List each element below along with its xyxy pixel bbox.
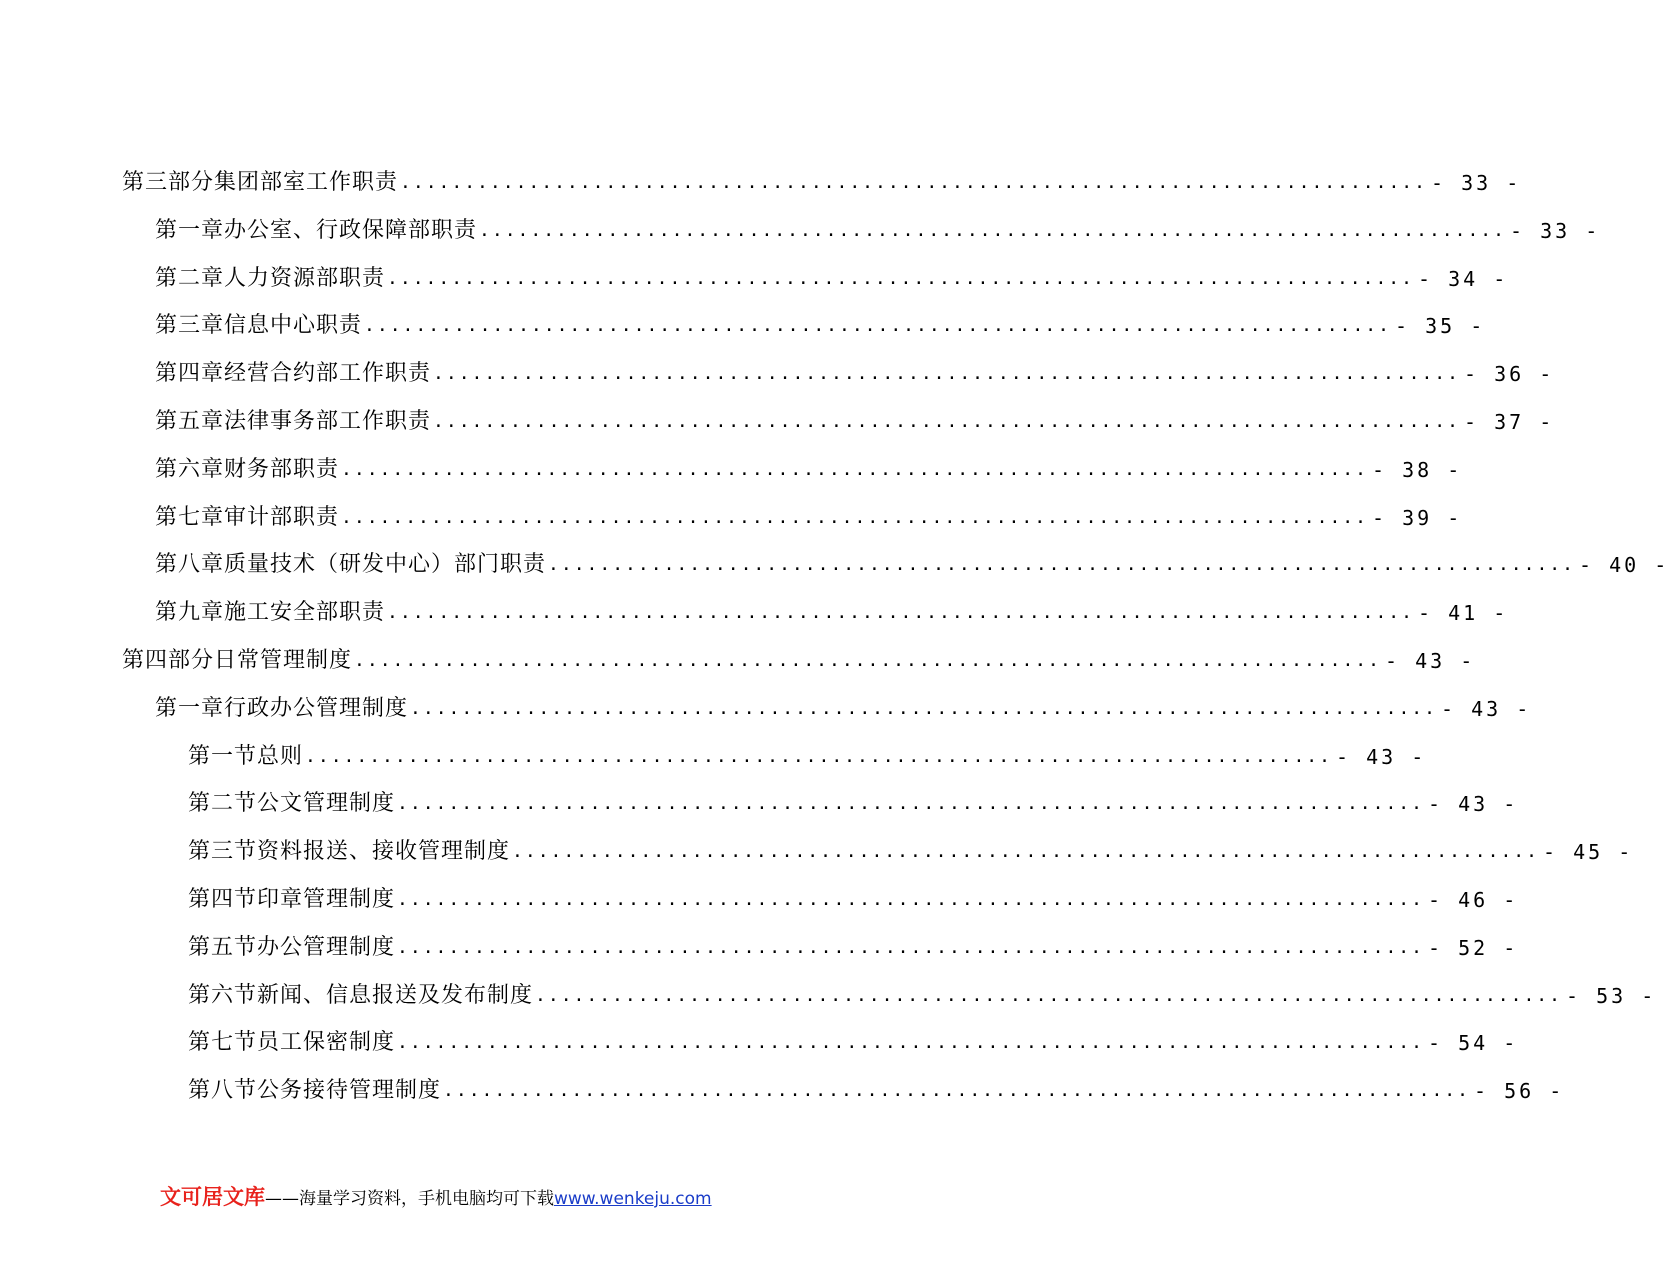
- toc-dot-leader: ................................................................................: [410, 698, 1437, 719]
- toc-dot-leader: ................................................................................: [535, 985, 1562, 1006]
- toc-dot-leader: ................................................................................: [341, 507, 1368, 528]
- toc-entry-title: 印章管理制度: [257, 887, 396, 912]
- toc-page-number: - 33 -: [1430, 171, 1522, 195]
- toc-dot-leader: ................................................................................: [433, 363, 1460, 384]
- toc-dot-leader: ................................................................................: [397, 1032, 1424, 1053]
- footer-slogan: 海量学习资料，手机电脑均可下载: [299, 1189, 554, 1209]
- toc-chapter-entry[interactable]: [155, 402, 1555, 442]
- toc-entry-title: 新闻、信息报送及发布制度: [257, 983, 534, 1008]
- toc-page-number: - 43 -: [1335, 745, 1427, 769]
- toc-entry-label: 第二章: [155, 266, 225, 291]
- footer-banner: [160, 1181, 712, 1213]
- toc-entry-label: 第七章: [155, 505, 225, 530]
- toc-entry-label: 第四章: [155, 361, 225, 386]
- toc-entry-title: 行政办公管理制度: [224, 696, 409, 721]
- toc-dot-leader: ................................................................................: [364, 315, 1391, 336]
- toc-page-number: - 43 -: [1384, 649, 1476, 673]
- toc-page-number: - 35 -: [1394, 314, 1486, 338]
- toc-dot-leader: ................................................................................: [512, 841, 1539, 862]
- toc-page-number: - 33 -: [1509, 219, 1601, 243]
- toc-chapter-entry[interactable]: [155, 498, 1463, 538]
- toc-dot-leader: ................................................................................: [354, 650, 1381, 671]
- toc-page-number: - 39 -: [1371, 506, 1463, 530]
- toc-entry-label: 第二节: [188, 791, 258, 816]
- toc-entry-title: 日常管理制度: [214, 648, 353, 673]
- toc-entry-title: 公文管理制度: [257, 791, 396, 816]
- toc-entry-title: 人力资源部职责: [224, 266, 386, 291]
- toc-page-number: - 53 -: [1565, 984, 1657, 1008]
- toc-entry-label: 第三部分: [122, 170, 215, 195]
- toc-entry-title: 信息中心职责: [224, 313, 363, 338]
- toc-section-entry[interactable]: [188, 976, 1657, 1016]
- toc-entry-label: 第六节: [188, 983, 258, 1008]
- toc-entry-title: 经营合约部工作职责: [224, 361, 432, 386]
- toc-chapter-entry[interactable]: [155, 306, 1486, 346]
- toc-part-entry[interactable]: [122, 163, 1522, 203]
- toc-section-entry[interactable]: [188, 832, 1634, 872]
- toc-dot-leader: ................................................................................: [443, 1080, 1470, 1101]
- toc-entry-label: 第三章: [155, 313, 225, 338]
- toc-section-entry[interactable]: [188, 784, 1519, 824]
- toc-dot-leader: ................................................................................: [305, 746, 1332, 767]
- toc-part-entry[interactable]: [122, 641, 1476, 681]
- toc-dot-leader: ................................................................................: [387, 602, 1414, 623]
- toc-chapter-entry[interactable]: [155, 259, 1509, 299]
- toc-entry-label: 第六章: [155, 457, 225, 482]
- footer-dash: ——: [265, 1189, 299, 1209]
- toc-chapter-entry[interactable]: [155, 689, 1532, 729]
- toc-entry-label: 第四部分: [122, 648, 215, 673]
- toc-page-number: - 37 -: [1463, 410, 1555, 434]
- toc-entry-title: 资料报送、接收管理制度: [257, 839, 511, 864]
- toc-section-entry[interactable]: [188, 928, 1519, 968]
- toc-section-entry[interactable]: [188, 1071, 1565, 1111]
- toc-entry-title: 办公管理制度: [257, 935, 396, 960]
- toc-entry-title: 员工保密制度: [257, 1030, 396, 1055]
- toc-entry-title: 质量技术（研发中心）部门职责: [224, 552, 547, 577]
- toc-page-number: - 38 -: [1371, 458, 1463, 482]
- toc-page-number: - 41 -: [1417, 601, 1509, 625]
- toc-entry-label: 第一节: [188, 744, 258, 769]
- toc-section-entry[interactable]: [188, 880, 1519, 920]
- toc-dot-leader: ................................................................................: [548, 554, 1575, 575]
- toc-dot-leader: ................................................................................: [433, 411, 1460, 432]
- toc-chapter-entry[interactable]: [155, 450, 1463, 490]
- footer-website-link[interactable]: www.wenkeju.com: [554, 1189, 712, 1209]
- toc-dot-leader: ................................................................................: [341, 459, 1368, 480]
- toc-page-number: - 45 -: [1542, 840, 1634, 864]
- toc-page-number: - 36 -: [1463, 362, 1555, 386]
- toc-entry-label: 第一章: [155, 218, 225, 243]
- footer-brand-name: 文可居文库: [160, 1185, 265, 1209]
- toc-entry-title: 总则: [257, 744, 304, 769]
- toc-entry-title: 公务接待管理制度: [257, 1078, 442, 1103]
- toc-entry-label: 第一章: [155, 696, 225, 721]
- toc-entry-title: 集团部室工作职责: [214, 170, 399, 195]
- toc-entry-label: 第九章: [155, 600, 225, 625]
- toc-entry-label: 第五节: [188, 935, 258, 960]
- toc-entry-title: 施工安全部职责: [224, 600, 386, 625]
- toc-dot-leader: ................................................................................: [400, 172, 1427, 193]
- toc-page-number: - 52 -: [1427, 936, 1519, 960]
- toc-chapter-entry[interactable]: [155, 545, 1669, 585]
- toc-page-number: - 43 -: [1440, 697, 1532, 721]
- toc-dot-leader: ................................................................................: [387, 268, 1414, 289]
- toc-page-number: - 43 -: [1427, 792, 1519, 816]
- toc-chapter-entry[interactable]: [155, 354, 1555, 394]
- toc-entry-label: 第八章: [155, 552, 225, 577]
- toc-entry-label: 第七节: [188, 1030, 258, 1055]
- toc-entry-label: 第三节: [188, 839, 258, 864]
- toc-page-number: - 46 -: [1427, 888, 1519, 912]
- toc-dot-leader: ................................................................................: [397, 793, 1424, 814]
- toc-page-number: - 34 -: [1417, 267, 1509, 291]
- toc-entry-title: 法律事务部工作职责: [224, 409, 432, 434]
- toc-entry-label: 第五章: [155, 409, 225, 434]
- toc-dot-leader: ................................................................................: [397, 937, 1424, 958]
- toc-section-entry[interactable]: [188, 1023, 1519, 1063]
- toc-entry-title: 审计部职责: [224, 505, 340, 530]
- toc-page-number: - 56 -: [1473, 1079, 1565, 1103]
- toc-dot-leader: ................................................................................: [479, 220, 1506, 241]
- toc-dot-leader: ................................................................................: [397, 889, 1424, 910]
- toc-section-entry[interactable]: [188, 737, 1427, 777]
- toc-chapter-entry[interactable]: [155, 593, 1509, 633]
- toc-entry-title: 办公室、行政保障部职责: [224, 218, 478, 243]
- toc-chapter-entry[interactable]: [155, 211, 1601, 251]
- toc-entry-label: 第四节: [188, 887, 258, 912]
- toc-entry-title: 财务部职责: [224, 457, 340, 482]
- toc-page-number: - 40 -: [1578, 553, 1669, 577]
- toc-page-number: - 54 -: [1427, 1031, 1519, 1055]
- toc-entry-label: 第八节: [188, 1078, 258, 1103]
